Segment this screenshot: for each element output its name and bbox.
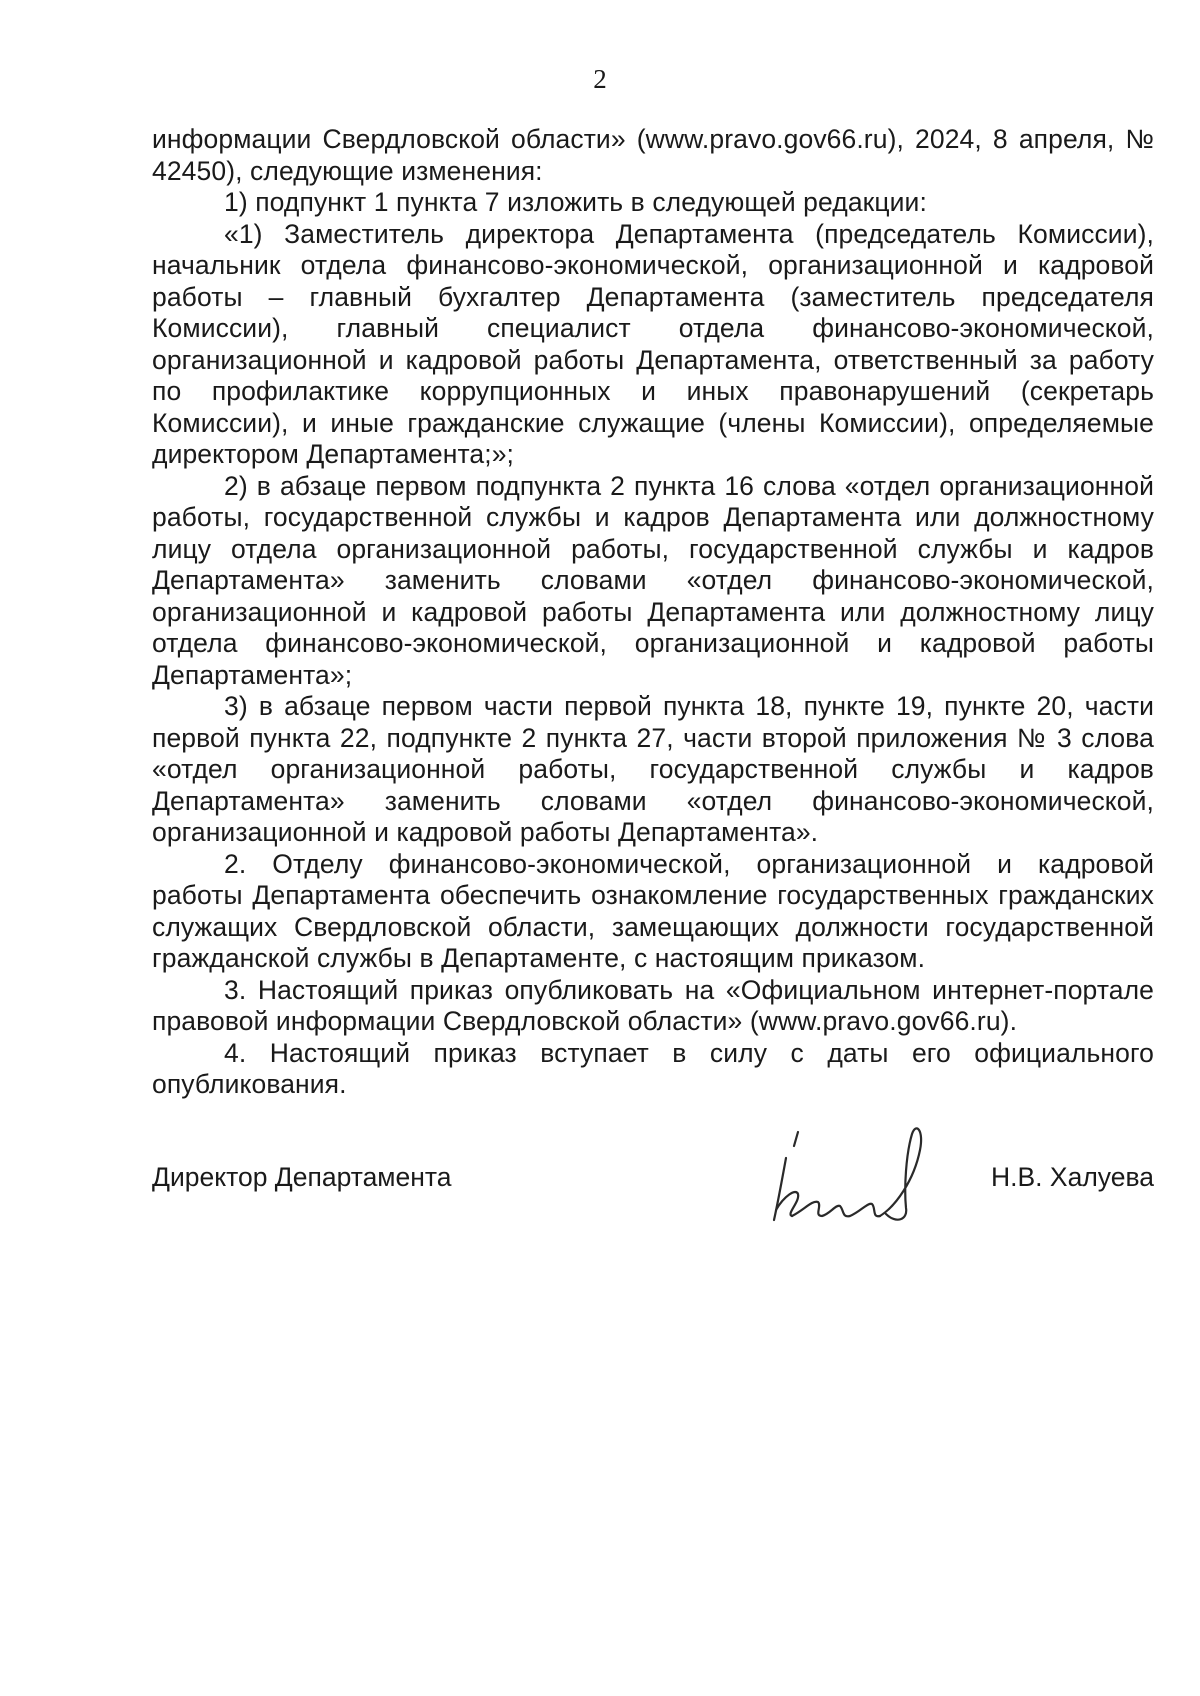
paragraph-item-2: 2) в абзаце первом подпункта 2 пункта 16 слова «отдел организационной работы, государственной службы и кадров Департамента или должностному лицу отдела организационной работы, государственной службы и кадров Департамента» заменить словами «отдел финансово-экономической, организационной и кадровой работы Департамента или должностному лицу отдела финансово-экономической, организационной и кадровой работы Департамента»; — [152, 470, 1154, 690]
paragraph-point-3: 3. Настоящий приказ опубликовать на «Официальном интернет-портале правовой информации Свердловской области» (www.pravo.gov66.ru). — [152, 974, 1154, 1036]
document-body — [152, 124, 1154, 1101]
paragraph-item-3: 3) в абзаце первом части первой пункта 18, пункте 19, пункте 20, части первой пункта 22, подпункте 2 пункта 27, части второй приложения № 3 слова «отдел организационной работы, государственной службы и кадров Департамента» заменить словами «отдел финансово-экономической, организационной и кадровой работы Департамента». — [152, 691, 1154, 847]
paragraph-item-1-text: «1) Заместитель директора Департамента (председатель Комиссии), начальник отдела финансово-экономической, организационной и кадровой работы – главный бухгалтер Департамента (заместитель председателя Комиссии), главный специалист отдела финансово-экономической, организационной и кадровой работы Департамента, ответственный за работу по профилактике коррупционных и иных правонарушений (секретарь Комиссии), и иные гражданские служащие (члены Комиссии), определяемые директором Департамента;»; — [152, 218, 1154, 469]
signatory-name: Н.В. Халуева — [991, 1162, 1154, 1192]
paragraph-point-4: 4. Настоящий приказ вступает в силу с даты его официального опубликования. — [152, 1037, 1154, 1099]
signatory-position: Директор Департамента — [152, 1162, 452, 1192]
page-number: 2 — [593, 64, 607, 94]
paragraph-point-2: 2. Отделу финансово-экономической, организационной и кадровой работы Департамента обеспечить ознакомление государственных гражданских служащих Свердловской области, замещающих должности государственной гражданской службы в Департаменте, с настоящим приказом. — [152, 848, 1154, 973]
paragraph-continuation: информации Свердловской области» (www.pravo.gov66.ru), 2024, 8 апреля, № 42450), следующие изменения: — [152, 124, 1154, 186]
signature-block — [152, 1160, 1154, 1280]
paragraph-item-1: 1) подпункт 1 пункта 7 изложить в следующей редакции: — [224, 187, 927, 217]
handwritten-signature — [756, 1110, 946, 1230]
